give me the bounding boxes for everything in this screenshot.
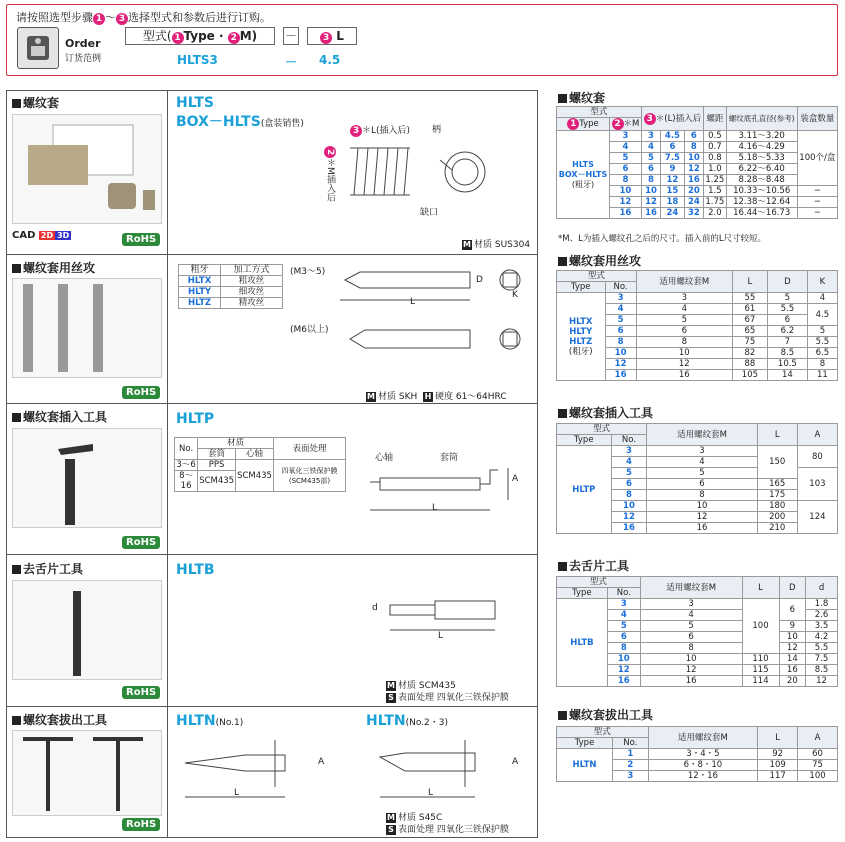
material-s1: M 材质 SUS304 — [463, 240, 531, 250]
extractor-photo — [12, 730, 162, 816]
cad-badge[interactable]: CAD 2D 3D — [12, 230, 70, 241]
sleeve-label: 套筒 — [440, 453, 459, 463]
order-label-cn: 订货范例 — [65, 54, 102, 64]
code-box-hlts: BOX－HLTS(盒装销售) — [176, 114, 304, 130]
type-column-header: 型式( 1 Type · 2 M) — [125, 27, 275, 45]
dash-box: － — [284, 29, 297, 43]
extractor2-a-label: A — [512, 757, 519, 767]
order-example-box — [6, 4, 838, 76]
tap-k-label: K — [512, 290, 518, 300]
thread-insert-photo — [12, 114, 162, 224]
order-instruction: 请按照选型步骤 1 ～ 3 选择型式和参数后进行订购。 — [16, 11, 271, 24]
left-divider — [167, 90, 168, 838]
thread-insert-table: 型式 3 ＊(L)插入后 螺距 螺纹底孔直径(参考) 装盒数量 1 Type 2 ＊M HLTS BOX－HLTS (粗牙) 3 3 4.5 6 0.5 3.11～3.20 100个/盒 4 4 6 8 0.7 4.16～4.29 5 5 7.5 10 0.8 5.18～5.33 6 6 9 12 1.0 6.22～6.40 8 8 12 16 1.25 8.28～8.48 10 10 15 20 1.5 10.33～10.56 ─ 12 12 18 24 1.75 12.38～12.64 ─ 16 16 24 32 2.0 16.44～16.73 ─ — [556, 106, 838, 219]
surface-s4: S 表面处理 四氧化三铁保护膜 — [386, 690, 509, 703]
rohs-badge: RoHS — [122, 536, 160, 549]
tang-d-label: d — [372, 603, 378, 613]
insert-length-label: 3 ＊L(插入后) — [350, 123, 410, 137]
insert-tool-drawing — [360, 460, 530, 520]
right-title-tang-removal: 去舌片工具 — [558, 557, 629, 574]
order-label-en: Order — [65, 37, 101, 50]
core-label: 心轴 — [375, 453, 394, 463]
tap-table: 型式 适用螺纹套M L D K Type No. HLTX HLTY HLTZ (粗牙) 3 3 55 5 4 4 4 61 5.5 4.5 5 5 67 6 6 6 65 6.2 5 8 8 75 7 5.5 10 10 82 8.5 6.5 12 12 88 10.5 8 16 16 105 14 11 — [556, 270, 838, 381]
tap-l-label: L — [410, 297, 416, 307]
m3-5-label: (M3～5) — [290, 267, 326, 277]
extractor1-a-label: A — [318, 757, 325, 767]
tap-photo — [12, 278, 162, 378]
tap-d-label: D — [476, 275, 483, 285]
section-title-tang-removal: 去舌片工具 — [12, 560, 83, 577]
l-column-header: 3 L — [307, 27, 357, 45]
section-title-extractor: 螺纹套拔出工具 — [12, 711, 107, 728]
tap-type-table: 粗牙 加工方式 HLTX 粗攻丝 HLTY 细攻丝 HLTZ 精攻丝 — [178, 264, 283, 309]
right-title-insert-tool: 螺纹套插入工具 — [558, 404, 653, 421]
tang-label: 柄 — [432, 125, 442, 135]
m6-label: (M6以上) — [290, 325, 329, 335]
code-hlts: HLTS — [176, 95, 214, 111]
m-insert-label: 2＊M插入后 — [324, 146, 337, 202]
code-hltb: HLTB — [176, 562, 215, 578]
material-s2: M 材质 SKH H 硬度 61～64HRC — [367, 392, 507, 402]
right-title-tap: 螺纹套用丝攻 — [558, 252, 641, 269]
section-title-thread-insert: 螺纹套 — [12, 94, 59, 111]
section-title-tap: 螺纹套用丝攻 — [12, 259, 95, 276]
insert-tool-material-table: No. 材质 表面处理 套筒 心轴 3～6 PPS SCM435 四氧化三铁保护膜(SCM435部) 8～16 SCM435 — [174, 437, 346, 492]
rohs-badge: RoHS — [122, 386, 160, 399]
section-title-insert-tool: 螺纹套插入工具 — [12, 408, 107, 425]
notch-label: 缺口 — [420, 208, 439, 218]
insert-a-label: A — [512, 474, 519, 484]
code-hltp: HLTP — [176, 411, 215, 427]
extractor-drawing — [175, 735, 535, 805]
phone-icon — [17, 27, 59, 69]
material-s4: M 材质 SCM435 — [387, 681, 456, 691]
insert-tool-table: 型式 适用螺纹套M L A Type No. HLTP 3 3 150 80 4 4 5 5 103 6 6 165 8 8 175 10 10 180 124 12 12 200 16 16 210 — [556, 423, 838, 534]
tang-l-label: L — [438, 631, 444, 641]
rohs-badge: RoHS — [122, 686, 160, 699]
extractor1-l-label: L — [234, 788, 240, 798]
right-title-extractor: 螺纹套拔出工具 — [558, 706, 653, 723]
right-title-thread-insert: 螺纹套 — [558, 89, 605, 106]
tang-removal-table: 型式 适用螺纹套M L D d Type No. HLTB 3 3 100 6 1.8 4 4 2.6 5 5 9 3.5 6 6 10 4.2 8 8 12 5.5 10 10 110 14 7.5 12 12 115 16 8.5 16 16 114 20 12 — [556, 576, 838, 687]
rohs-badge: RoHS — [122, 233, 160, 246]
extractor2-l-label: L — [428, 788, 434, 798]
example-dash: － — [285, 55, 298, 69]
surface-s5: S 表面处理 四氧化三铁保护膜 — [386, 822, 509, 835]
tap-drawing — [330, 262, 535, 372]
thread-insert-note: *M、L为插入螺纹孔之后的尺寸。插入前的L尺寸较短。 — [558, 234, 767, 244]
insert-l-label: L — [432, 503, 438, 513]
code-hltn-2: HLTN(No.2・3) — [366, 713, 449, 729]
thread-insert-drawing — [340, 140, 510, 210]
material-s5: M 材质 S45C — [387, 813, 443, 823]
example-type: HLTS3 — [177, 53, 218, 67]
tang-removal-photo — [12, 580, 162, 680]
extractor-table: 型式 适用螺纹套M L A Type No. HLTN 1 3・4・5 92 60 2 6・8・10 109 75 3 12・16 117 100 — [556, 726, 838, 782]
insert-tool-photo — [12, 428, 162, 528]
example-l: 4.5 — [319, 53, 341, 67]
rohs-badge: RoHS — [122, 818, 160, 831]
code-hltn-1: HLTN(No.1) — [176, 713, 244, 729]
